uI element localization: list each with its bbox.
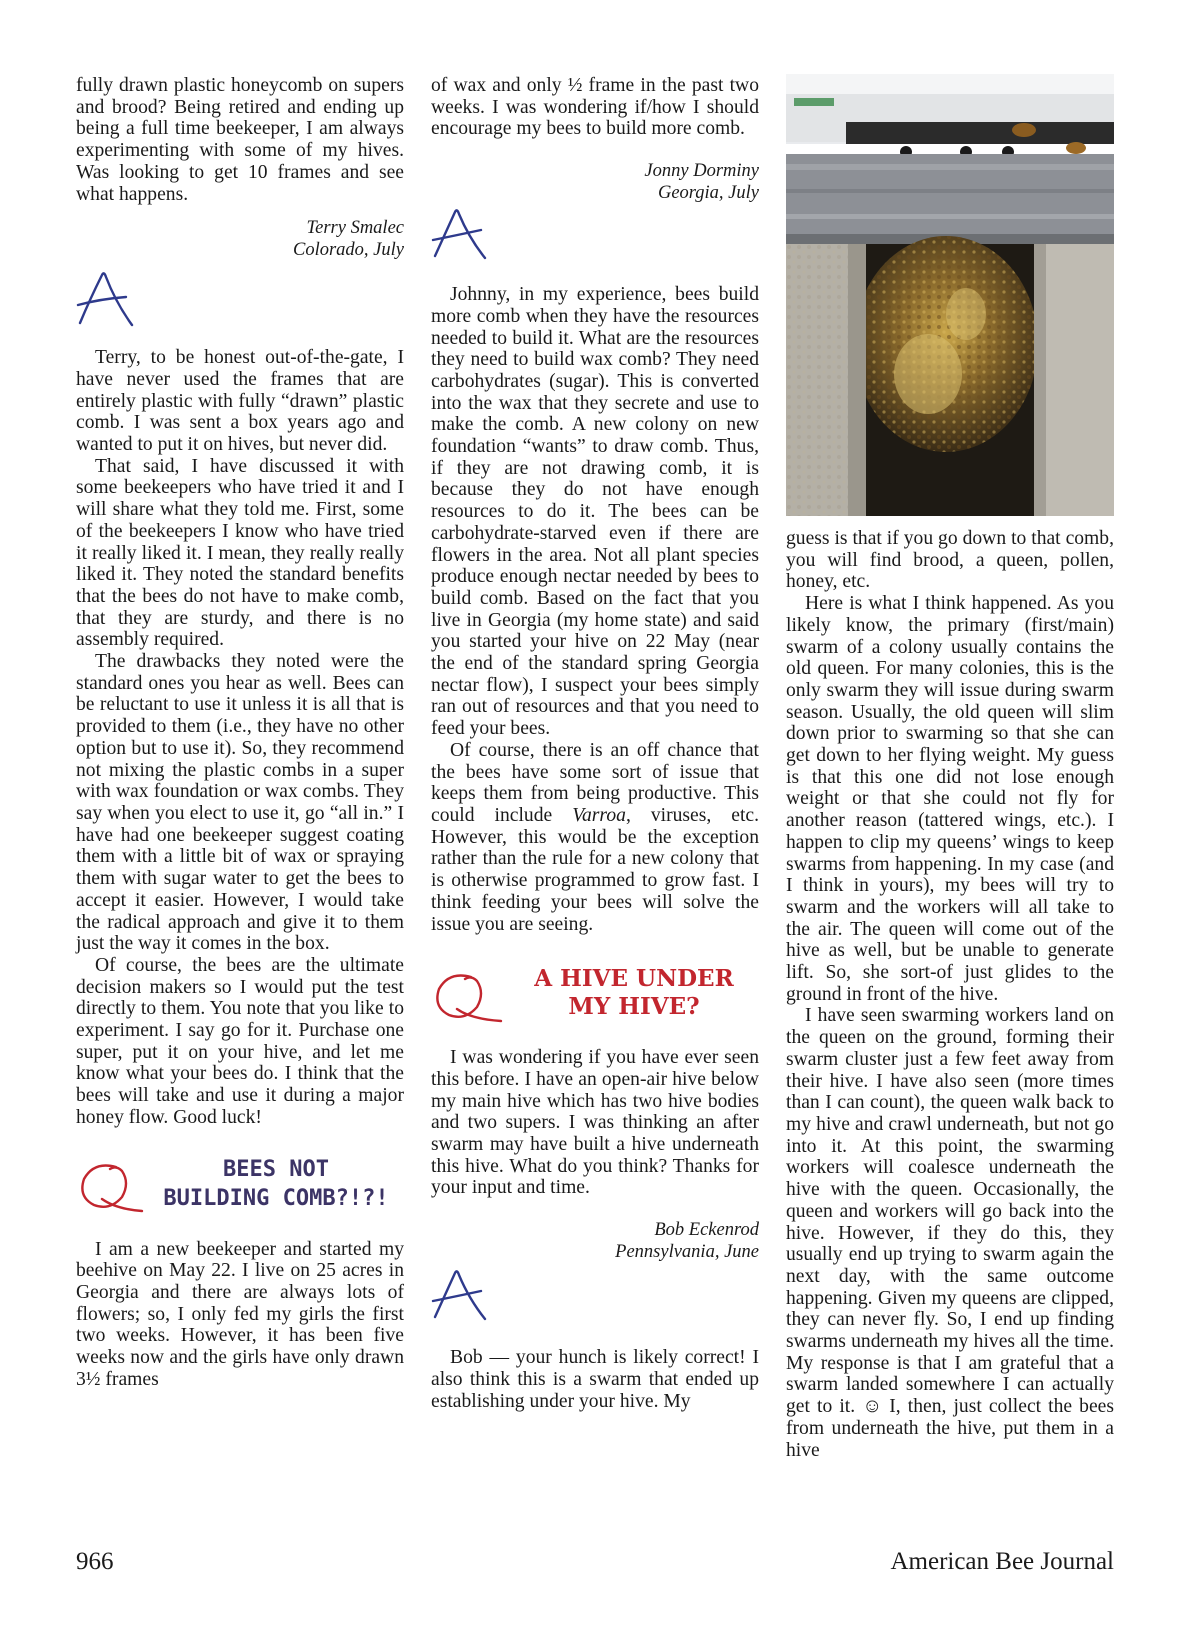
question-title-line-1: A HIVE UNDER	[534, 965, 734, 993]
answer-paragraph: That said, I have discussed it with some beekeepers who have tried it and I will share what they told me. First, some of the beekeepers I know who have tried it really liked it. I mean, they really really liked it. They noted the standard benefits that the bees do not have to make comb, that they are sturdy, and there is no assembly required.	[76, 455, 404, 651]
question-title	[148, 1155, 404, 1213]
question-heading	[76, 1155, 404, 1233]
answer-body	[431, 284, 759, 935]
signature-name: Terry Smalec	[306, 218, 404, 239]
answer-letter	[431, 1267, 759, 1337]
answer-paragraph: Bob — your hunch is likely correct! I also think this is a swarm that ended up establishing under your hive. My	[431, 1347, 759, 1412]
column-1	[76, 75, 404, 1390]
question-q-icon	[76, 1159, 146, 1217]
answer-paragraph: I have seen swarming workers land on the queen on the ground, forming their swarm cluster just a few feet away from their hive. I have also seen (more times than I can count), the queen walk back to my hive and crawl underneath, but not go into it. At this point, the swarming workers will coalesce underneath the hive with the queen. Occasionally, the queen and workers will go back into the hive. However, if they do this, they usually end up trying to swarm again the next day, with the same outcome happening. Given my queens are clipped, they can never fly. So, I end up finding swarms underneath my hives all the time. My response is that I am grateful that a swarm landed somewhere I can actually get to it. ☺ I, then, just collect the bees from underneath the hive, put them in a hive	[786, 1005, 1114, 1461]
journal-name: American Bee Journal	[890, 1548, 1114, 1575]
answer-paragraph: Terry, to be honest out-of-the-gate, I have never used the frames that are entirely plastic with fully “drawn” plastic comb. I was sent a box years ago and wanted to put it on hives, but never did.	[76, 347, 404, 456]
signature-place: Pennsylvania, June	[615, 1242, 759, 1263]
swarm-under-hive-image	[786, 74, 1114, 516]
signature	[431, 160, 759, 204]
signature-place: Georgia, July	[657, 183, 759, 204]
answer-paragraph: Johnny, in my experience, bees build more comb when they have the resources needed to build it. What are the resources they need to build wax comb? They need carbohydrates (sugar). This is converted into the wax that they secrete and use to make the comb. A new colony on new foundation “wants” to draw comb. Thus, if they are not drawing comb, it is because they do not have enough resources to do it. The bees can be carbohydrate-starved even if there are flowers in the area. Not all plant species produce enough nectar needed by bees to build comb. Based on the fact that you live in Georgia (my home state) and said you started your hive on 22 May (near the end of the standard spring Georgia nectar flow), I suspect your bees simply ran out of resources and that you need to feed your bees.	[431, 284, 759, 740]
answer-a-icon	[431, 206, 501, 266]
question-continuation: fully drawn plastic honeycomb on supers and brood? Being retired and ending up being a full time beekeeper, I am always experimenting with some of my hives. Was looking to get 10 frames and see what happens.	[76, 75, 404, 205]
answer-paragraph: Here is what I think happened. As you likely know, the primary (first/main) swarm of a colony usually contains the old queen. For many colonies, this is the only swarm they will issue during swarm season. Usually, the old queen will slim down prior to swarming so that she can get down to her flying weight. My guess is that this one did not lose enough weight or that she could not fly for another reason (tattered wings, etc.). I happen to clip my queens’ wings to keep swarms from happening. In my case (and I think in yours), my bees will try to swarm and the workers will all take to the air. The queen will come out of the hive as well, but be unable to generate lift. So, she sort-of just glides to the ground in front of the hive.	[786, 593, 1114, 1005]
answer-continuation: guess is that if you go down to that comb, you will find brood, a queen, pollen, honey, etc.	[786, 528, 1114, 593]
signature-name: Bob Eckenrod	[654, 1220, 759, 1241]
question-heading	[431, 965, 759, 1045]
signature-place: Colorado, July	[293, 240, 404, 261]
question-text: I am a new beekeeper and started my beehive on May 22. I live on 25 acres in Georgia and there are always lots of flowers; so, I only fed my girls the first two weeks. However, it has been five weeks now and the girls have only drawn 3½ frames	[76, 1238, 404, 1390]
question-text: I was wondering if you have ever seen this before. I have an open-air hive below my main hive which has two hive bodies and two supers. I was thinking an after swarm may have built a hive underneath this hive. What do you think? Thanks for your input and time.	[431, 1047, 759, 1199]
answer-paragraph: Of course, the bees are the ultimate decision makers so I would put the test directly to them. You note that you like to experiment. I say go for it. Purchase one super, put it on your hive, and let me know what your bees do. I think that the bees will take and use it during a major honey flow. Good luck!	[76, 954, 404, 1128]
question-title-line-2: MY HIVE?	[568, 993, 700, 1021]
signature	[76, 217, 404, 261]
question-q-icon	[431, 969, 507, 1027]
signature	[431, 1219, 759, 1263]
signature-name: Jonny Dorminy	[644, 161, 759, 182]
answer-text: , viruses, etc. However, this would be the exception rather than the rule for a new colony that is otherwise programmed to grow fast. I think feeding your bees will solve the issue you are seeing.	[431, 804, 759, 935]
answer-paragraph	[431, 740, 759, 935]
column-3	[786, 528, 1114, 1461]
answer-text: Of course, there is an off chance that the bees have some sort of issue that keeps them from being productive. This could include	[431, 739, 759, 826]
answer-a-icon	[431, 1267, 501, 1327]
question-title-line-2: BUILDING COMB?!?!	[163, 1185, 389, 1211]
answer-a-icon	[76, 269, 146, 333]
question-continuation: of wax and only ½ frame in the past two weeks. I was wondering if/how I should encourage my bees to build more comb.	[431, 75, 759, 140]
answer-letter	[76, 269, 404, 341]
question-title	[509, 965, 759, 1021]
swarm-photo	[786, 74, 1114, 516]
column-2	[431, 75, 759, 1412]
answer-letter	[431, 206, 759, 274]
question-title-line-1: BEES NOT	[223, 1156, 329, 1182]
answer-paragraph: The drawbacks they noted were the standard ones you hear as well. Bees can be reluctant to use it unless it is all that is provided to them (i.e., they have no other option but to use it). So, they recommend not mixing the plastic combs in a super with wax foundation or wax combs. They say when you elect to use it, go “all in.” I have had one beekeeper suggest coating them with a little bit of wax or spraying them with sugar water to get the bees to accept it easier. However, I would take the radical approach and give it to them just the way it comes in the box.	[76, 651, 404, 955]
answer-italic: Varroa	[572, 804, 626, 826]
page-number: 966	[76, 1548, 114, 1575]
answer-body	[76, 347, 404, 1128]
